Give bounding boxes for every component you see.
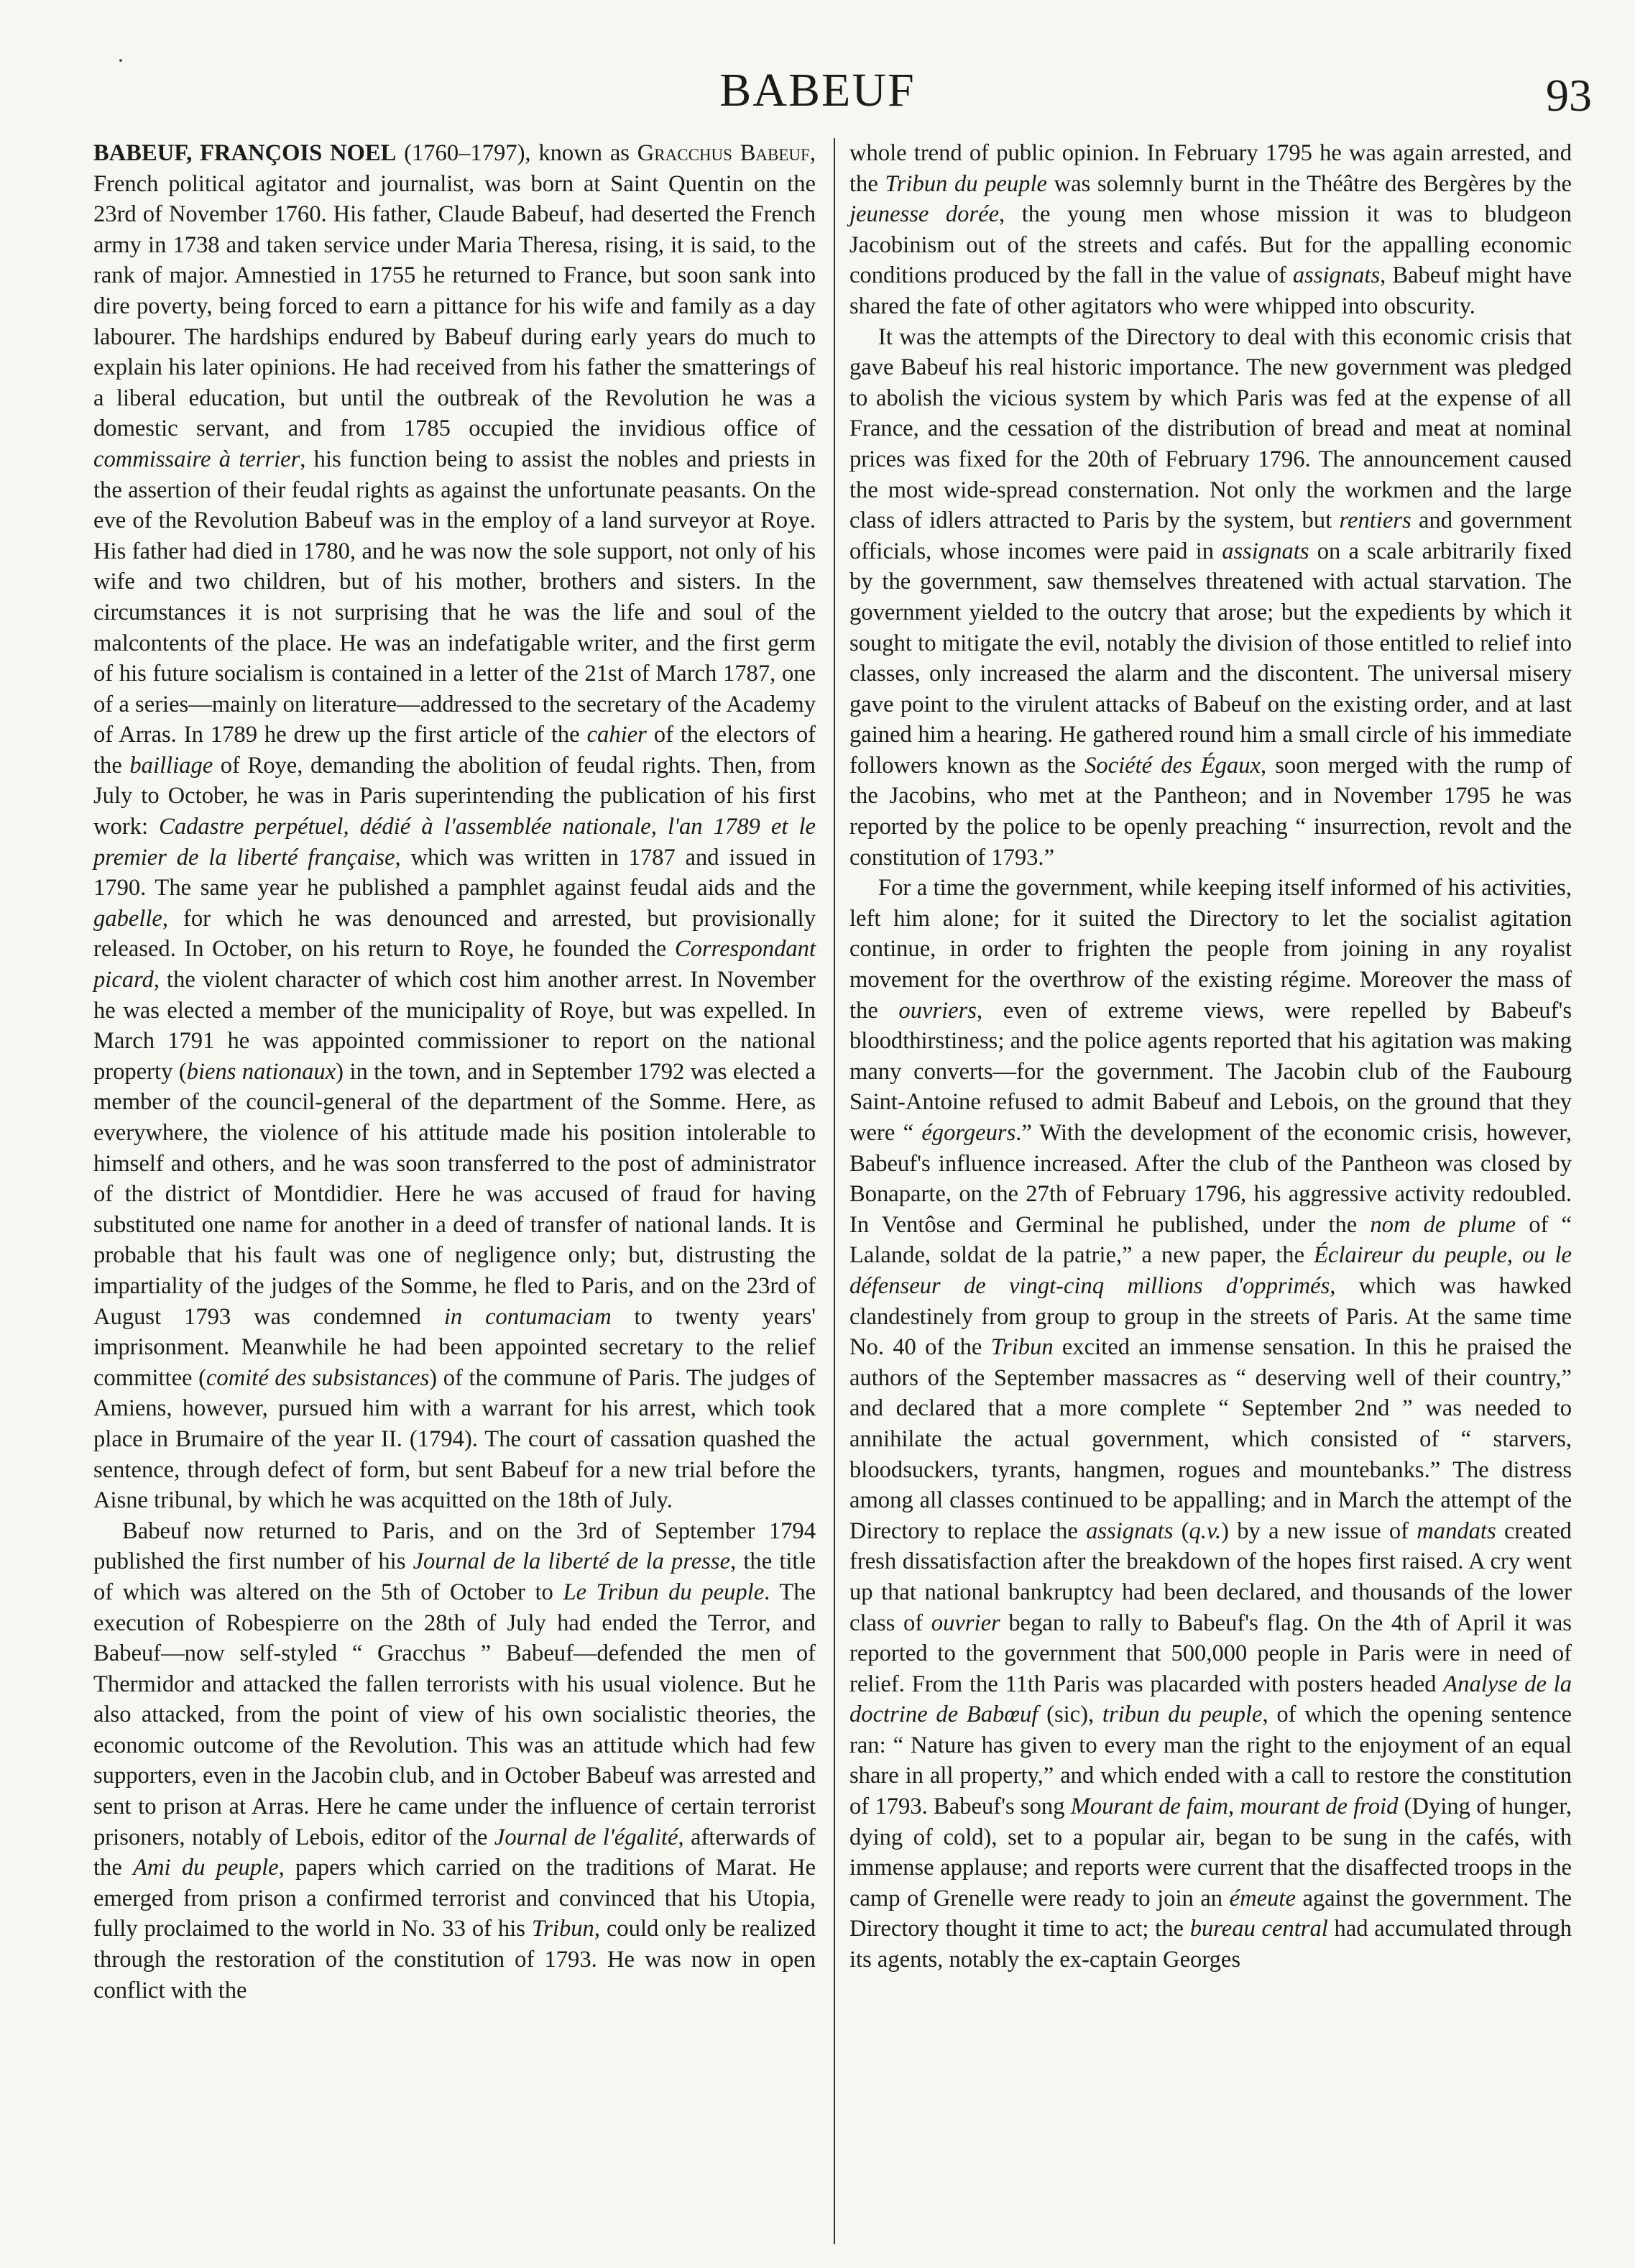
article-paragraph-3 — [849, 138, 1572, 322]
column-rule — [834, 138, 835, 2244]
italic-run: Correspondant picard — [93, 936, 816, 993]
italic-run: assignats — [1222, 538, 1309, 564]
italic-run: comité des subsistances — [206, 1364, 430, 1391]
italic-run: Le Tribun du peuple — [563, 1579, 765, 1605]
italic-run: Cadastre perpétuel, dédié à l'assemblée nationale, l'an 1789 et le premier de la liberté française — [93, 814, 816, 871]
italic-run: tribun du peuple — [1102, 1702, 1263, 1728]
italic-run: Analyse de la doctrine de Babœuf — [849, 1671, 1572, 1728]
page-header — [0, 63, 1635, 128]
italic-run: assignats — [1086, 1518, 1174, 1544]
italic-run: bailliage — [129, 752, 213, 779]
italic-run: égorgeurs — [921, 1120, 1016, 1146]
italic-run: Tribun — [531, 1916, 594, 1942]
running-head: BABEUF — [719, 64, 916, 116]
italic-run: cahier — [586, 722, 647, 748]
italic-run: jeunesse dorée — [849, 201, 1000, 228]
italic-run: Ami du peuple — [133, 1855, 279, 1881]
italic-run: ouvriers — [898, 997, 977, 1024]
italic-run: q.v. — [1189, 1518, 1222, 1544]
headword: BABEUF, FRANÇOIS NOEL — [93, 140, 397, 166]
italic-run: Tribun du peuple — [885, 170, 1047, 197]
italic-run: Mourant de faim, mourant de froid — [1070, 1794, 1399, 1820]
italic-run: biens nationaux — [186, 1058, 336, 1085]
italic-run: ouvrier — [931, 1610, 1000, 1636]
column-right — [849, 138, 1572, 1975]
article-paragraph-2 — [93, 1516, 816, 2006]
italic-run: émeute — [1229, 1885, 1296, 1911]
paragraph-text: It was the attempts of the Directory to deal with this economic crisis that gave Babeuf his real historic importance. The new government was pledged to abolish the vicious system by which Paris was fed at the expense of all France, and the cessation of the distribution of bread and meat at nominal prices was fixed for the 20th of February 1796. The announcement caused the most wide-spread consternation. Not only the workmen and the large class of idlers attracted to Paris by the system, but rentiers and government officials, whose incomes were paid in assignats on a scale arbitrarily fixed by the government, saw themselves threatened with actual starvation. The government yielded to the outcry that arose; but the expedients by which it sought to mitigate the evil, notably the division of those entitled to relief into classes, only increased the alarm and the discontent. The universal misery gave point to the virulent attacks of Babeuf on the existing order, and at last gained him a hearing. He gathered round him a small circle of his immediate followers known as the Société des Égaux, soon merged with the rump of the Jacobins, who met at the Pantheon; and in November 1795 he was reported by the police to be openly preaching “ insurrection, revolt and the constitution of 1793.” — [849, 323, 1572, 871]
smallcaps-run: Gracchus Babeuf — [637, 140, 810, 166]
article-paragraph-4 — [849, 322, 1572, 873]
italic-run: rentiers — [1339, 508, 1411, 534]
column-left — [93, 138, 816, 2006]
paragraph-text: whole trend of public opinion. In February 1795 he was again arrested, and the Tribun du peuple was solemnly burnt in the Théâtre des Bergères by the jeunesse dorée, the young men whose mission it was to bludgeon Jacobinism out of the streets and cafés. But for the appalling economic conditions produced by the fall in the value of assignats, Babeuf might have shared the fate of other agitators who were whipped into obscurity. — [849, 140, 1572, 319]
italic-run: Tribun — [990, 1334, 1054, 1361]
italic-run: Société des Égaux — [1084, 752, 1261, 779]
italic-run: Journal de la liberté de la presse — [413, 1548, 731, 1575]
page-number: 93 — [1546, 70, 1592, 121]
italic-run: bureau central — [1189, 1916, 1328, 1942]
italic-run: assignats — [1292, 262, 1381, 289]
paragraph-text: Babeuf now returned to Paris, and on the 3rd of September 1794 published the first number of his Journal de la liberté de la presse, the title of which was altered on the 5th of October to Le Tribun du peuple. The execution of Robespierre on the 28th of July had ended the Terror, and Babeuf—now self-styled “ Gracchus ” Babeuf—defended the men of Thermidor and attacked the fallen terrorists with his usual violence. But he also attacked, from the point of view of his own socialistic theories, the economic outcome of the Revolution. This was an attitude which had few supporters, even in the Jacobin club, and in October Babeuf was arrested and sent to prison at Arras. Here he came under the influence of certain terrorist prisoners, notably of Lebois, editor of the Journal de l'égalité, afterwards of the Ami du peuple, papers which carried on the traditions of Marat. He emerged from prison a confirmed terrorist and convinced that his Utopia, fully proclaimed to the world in No. 33 of his Tribun, could only be realized through the restoration of the constitution of 1793. He was now in open conflict with the — [93, 1518, 816, 2003]
italic-run: commissaire à terrier — [93, 446, 300, 472]
article-paragraph-5 — [849, 873, 1572, 1975]
italic-run: Éclaireur du peuple, ou le défenseur de vingt-cinq millions d'opprimés — [849, 1242, 1572, 1299]
italic-run: nom de plume — [1370, 1211, 1516, 1238]
italic-run: mandats — [1417, 1518, 1496, 1544]
paragraph-text: (1760–1797), known as Gracchus Babeuf, French political agitator and journalist, was born at Saint Quentin on the 23rd of November 1760. His father, Claude Babeuf, had deserted the French army in 1738 and taken service under Maria Theresa, rising, it is said, to the rank of major. Amnestied in 1755 he returned to France, but soon sank into dire poverty, being forced to earn a pittance for his wife and family as a day labourer. The hardships endured by Babeuf during early years do much to explain his later opinions. He had received from his father the smatterings of a liberal education, but until the outbreak of the Revolution he was a domestic servant, and from 1785 occupied the invidious office of commissaire à terrier, his function being to assist the nobles and priests in the assertion of their feudal rights as against the unfortunate peasants. On the eve of the Revolution Babeuf was in the employ of a land surveyor at Roye. His father had died in 1780, and he was now the sole support, not only of his wife and two children, but of his mother, brothers and sisters. In the circumstances it is not surprising that he was the life and soul of the malcontents of the place. He was an indefatigable writer, and the first germ of his future socialism is contained in a letter of the 21st of March 1787, one of a series—mainly on literature—addressed to the secretary of the Academy of Arras. In 1789 he drew up the first article of the cahier of the electors of the bailliage of Roye, demanding the abolition of feudal rights. Then, from July to October, he was in Paris superintending the publication of his first work: Cadastre perpétuel, dédié à l'assemblée nationale, l'an 1789 et le premier de la liberté française, which was written in 1787 and issued in 1790. The same year he published a pamphlet against feudal aids and the gabelle, for which he was denounced and arrested, but provisionally released. In October, on his return to Roye, he founded the Correspondant picard, the violent character of which cost him another arrest. In November he was elected a member of the municipality of Roye, but was expelled. In March 1791 he was appointed commissioner to report on the national property (biens nationaux) in the town, and in September 1792 was elected a member of the council-general of the department of the Somme. Here, as everywhere, the violence of his attitude made his position intolerable to himself and others, and he was soon transferred to the post of administrator of the district of Montdidier. Here he was accused of fraud for having substituted one name for another in a deed of transfer of national lands. It is probable that his fault was one of negligence only; but, distrusting the impartiality of the judges of the Somme, he fled to Paris, and on the 23rd of August 1793 was condemned in contumaciam to twenty years' imprisonment. Meanwhile he had been appointed secretary to the relief committee (comité des subsistances) of the commune of Paris. The judges of Amiens, however, pursued him with a warrant for his arrest, which took place in Brumaire of the year II. (1794). The court of cassation quashed the sentence, through defect of form, but sent Babeuf for a new trial before the Aisne tribunal, by which he was acquitted on the 18th of July. — [93, 140, 816, 1514]
italic-run: in contumaciam — [443, 1303, 612, 1330]
italic-run: Journal de l'égalité — [494, 1824, 678, 1850]
stray-mark — [119, 59, 122, 62]
italic-run: gabelle — [93, 905, 162, 932]
paragraph-text: For a time the government, while keeping itself informed of his activities, left him alone; for it suited the Directory to let the socialist agitation continue, in order to frighten the people from joining in any royalist movement for the overthrow of the existing régime. Moreover the mass of the ouvriers, even of extreme views, were repelled by Babeuf's bloodthirstiness; and the police agents reported that his agitation was making many converts—for the government. The Jacobin club of the Faubourg Saint-Antoine refused to admit Babeuf and Lebois, on the ground that they were “ égorgeurs.” With the development of the economic crisis, however, Babeuf's influence increased. After the club of the Pantheon was closed by Bonaparte, on the 27th of February 1796, his aggressive activity redoubled. In Ventôse and Germinal he published, under the nom de plume of “ Lalande, soldat de la patrie,” a new paper, the Éclaireur du peuple, ou le défenseur de vingt-cinq millions d'opprimés, which was hawked clandestinely from group to group in the streets of Paris. At the same time No. 40 of the Tribun excited an immense sensation. In this he praised the authors of the September massacres as “ deserving well of their country,” and declared that a more complete “ September 2nd ” was needed to annihilate the actual government, which consisted of “ starvers, bloodsuckers, tyrants, hangmen, rogues and mountebanks.” The distress among all classes continued to be appalling; and in March the attempt of the Directory to replace the assignats (q.v.) by a new issue of mandats created fresh dissatisfaction after the breakdown of the hopes first raised. A cry went up that national bankruptcy had been declared, and thousands of the lower class of ouvrier began to rally to Babeuf's flag. On the 4th of April it was reported to the government that 500,000 people in Paris were in need of relief. From the 11th Paris was placarded with posters headed Analyse de la doctrine de Babœuf (sic), tribun du peuple, of which the opening sentence ran: “ Nature has given to every man the right to the enjoyment of an equal share in all property,” and which ended with a call to restore the constitution of 1793. Babeuf's song Mourant de faim, mourant de froid (Dying of hunger, dying of cold), set to a popular air, began to be sung in the cafés, with immense applause; and reports were current that the disaffected troops in the camp of Grenelle were ready to join an émeute against the government. The Directory thought it time to act; the bureau central had accumulated through its agents, notably the ex-captain Georges — [849, 875, 1572, 1973]
article-paragraph-1 — [93, 138, 816, 1516]
